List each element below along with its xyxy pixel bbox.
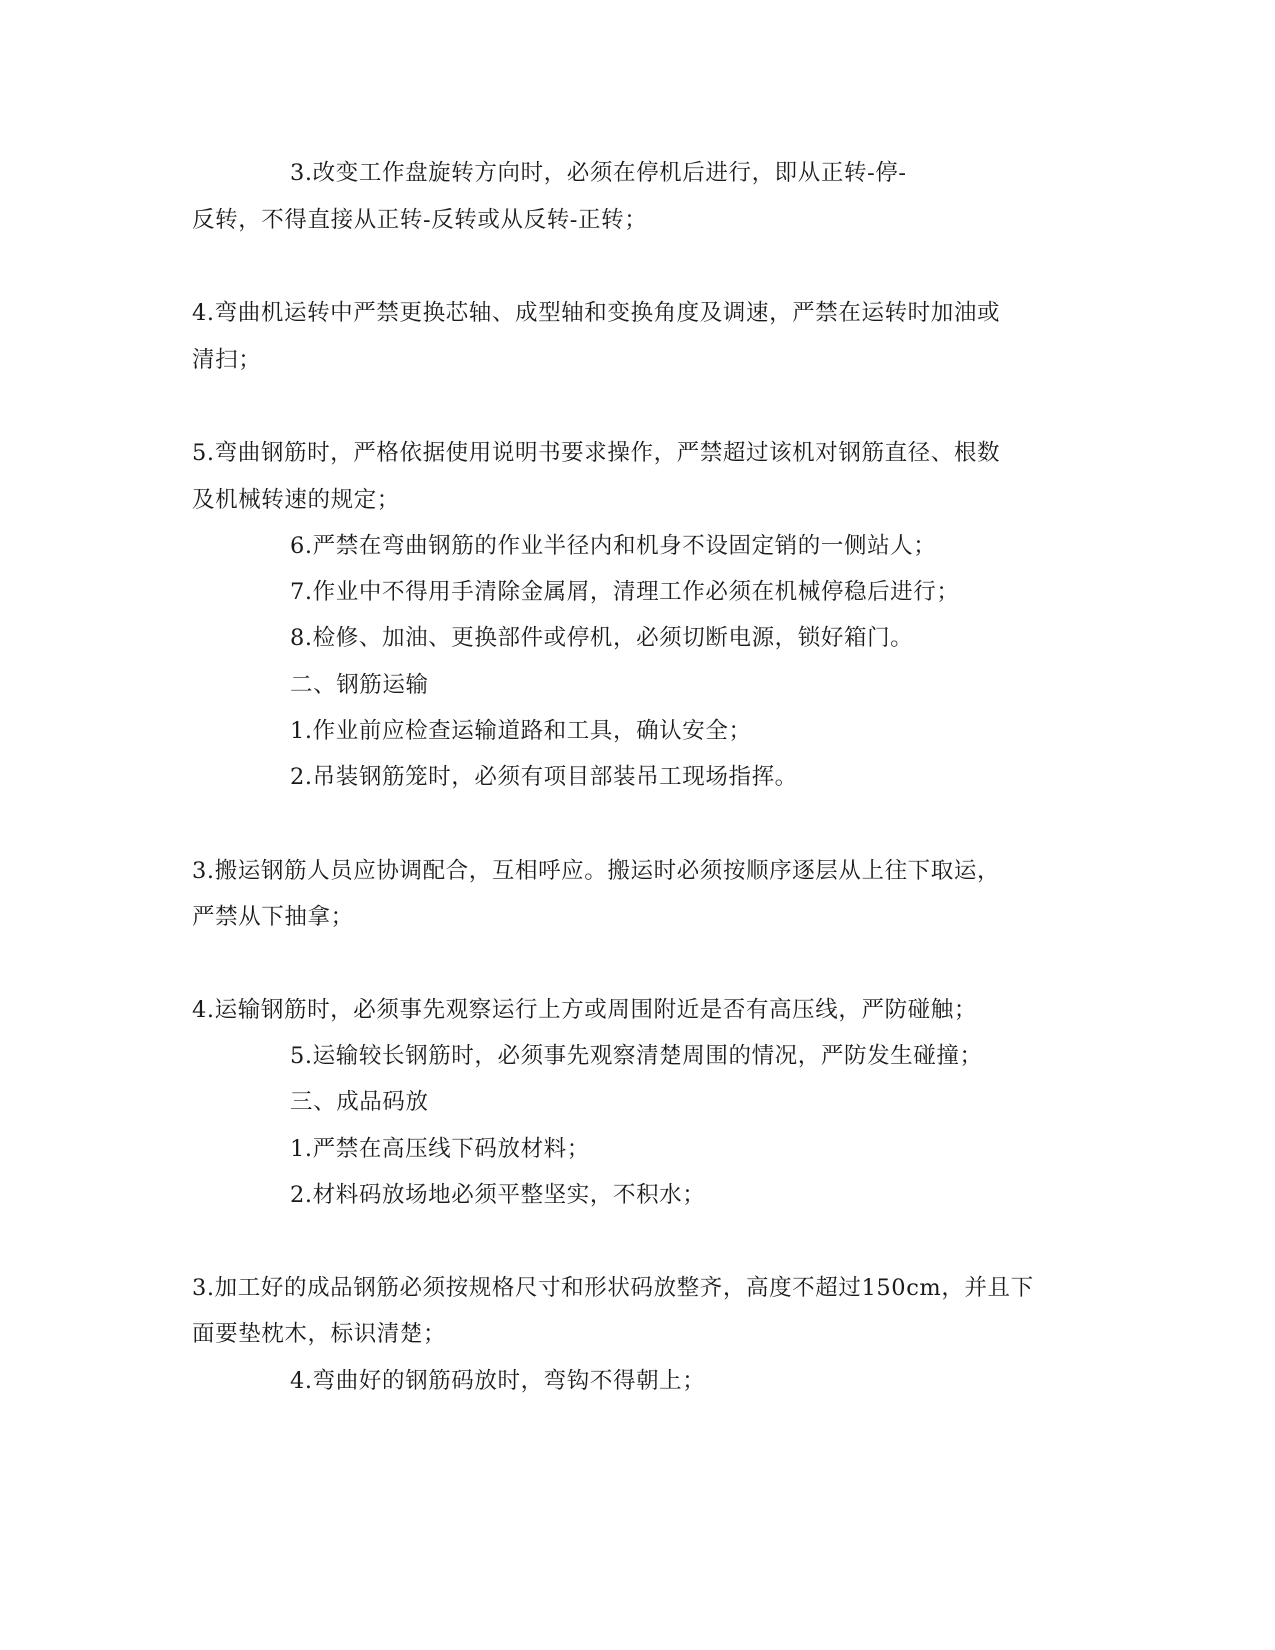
paragraph-line: 严禁从下抽拿； (192, 904, 354, 930)
paragraph-line: 3.改变工作盘旋转方向时，必须在停机后进行，即从正转-停- (290, 160, 907, 186)
paragraph-line: 1.严禁在高压线下码放材料； (290, 1136, 590, 1162)
paragraph-line: 4.弯曲好的钢筋码放时，弯钩不得朝上； (290, 1368, 706, 1394)
paragraph-line: 5.弯曲钢筋时，严格依据使用说明书要求操作，严禁超过该机对钢筋直径、根数 (192, 440, 1001, 466)
paragraph-line: 7.作业中不得用手清除金属屑，清理工作必须在机械停稳后进行； (290, 579, 960, 605)
paragraph-line: 清扫； (192, 347, 262, 373)
paragraph-line: 1.作业前应检查运输道路和工具，确认安全； (290, 718, 752, 744)
paragraph-line: 4.弯曲机运转中严禁更换芯轴、成型轴和变换角度及调速，严禁在运转时加油或 (192, 300, 1001, 326)
section-heading: 三、成品码放 (290, 1089, 429, 1115)
paragraph-line: 3.搬运钢筋人员应协调配合，互相呼应。搬运时必须按顺序逐层从上往下取运， (192, 858, 1001, 884)
paragraph-line: 4.运输钢筋时，必须事先观察运行上方或周围附近是否有高压线，严防碰触； (192, 997, 977, 1023)
paragraph-line: 8.检修、加油、更换部件或停机，必须切断电源，锁好箱门。 (290, 625, 914, 651)
paragraph-line: 及机械转速的规定； (192, 487, 400, 513)
paragraph-line: 5.运输较长钢筋时，必须事先观察清楚周围的情况，严防发生碰撞； (290, 1043, 983, 1069)
paragraph-line: 2.吊装钢筋笼时，必须有项目部装吊工现场指挥。 (290, 764, 798, 790)
paragraph-line: 2.材料码放场地必须平整坚实，不积水； (290, 1182, 706, 1208)
paragraph-line: 面要垫枕木，标识清楚； (192, 1321, 447, 1347)
paragraph-line: 3.加工好的成品钢筋必须按规格尺寸和形状码放整齐，高度不超过150cm，并且下 (192, 1275, 1034, 1301)
paragraph-line: 反转，不得直接从正转-反转或从反转-正转； (192, 207, 648, 233)
section-heading: 二、钢筋运输 (290, 672, 429, 698)
paragraph-line: 6.严禁在弯曲钢筋的作业半径内和机身不设固定销的一侧站人； (290, 533, 937, 559)
